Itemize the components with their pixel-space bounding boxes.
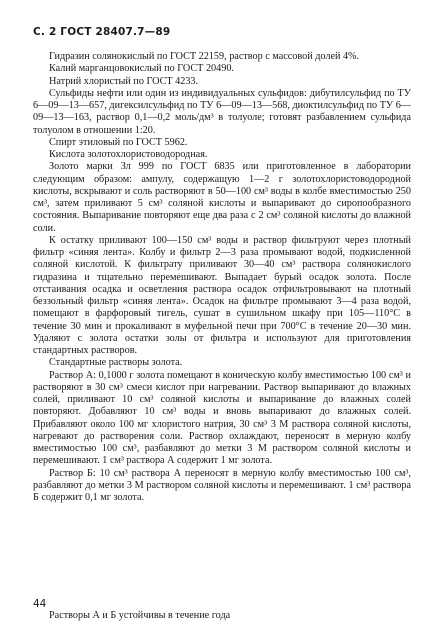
page-number: 44 xyxy=(33,598,47,610)
paragraph: К остатку приливают 100—150 см³ воды и раствор фильтруют через плотный фильтр «синяя лента». Колбу и фильтр 2—3 раза промывают водой, подкисленной соляной кислотой. К фильтрату приливают 30—40 см³ раствора солянокислого гидразина и тщательно перемешивают. Выпадает бурый осадок золота. После отстаивания осадка и осветления раствора осадок отфильтровывают на плотный беззольный фильтр «синяя лента». Осадок на фильтре промывают 3—4 раза водой, помещают в фарфоровый тигель, сушат в сушильном шкафу при 105—110°С в течение 30 мин и прокаливают в муфельной печи при 700°С в течение 20—30 мин. Удаляют с золота остатки золы от фильтра и используют для приготовления стандартных растворов. xyxy=(33,234,411,356)
paragraph: Раствор Б: 10 см³ раствора А переносят в мерную колбу вместимостью 100 см³, разбавляют до метки 3 М раствором соляной кислоты и перемешивают. 1 см³ раствора Б содержит 0,1 мг золота. xyxy=(33,467,411,503)
paragraph: Стандартные растворы золота. xyxy=(49,357,183,369)
paragraph: Сульфиды нефти или один из индивидуальных сульфидов: дибутилсульфид по ТУ 6—09—13—657, дигексилсульфид по ТУ 6—09—13—568, диоктилсульфид по ТУ 6—09—13—163, раствор 0,1—0,2 моль/дм³ в толуоле; готовят разбавлением сульфида толуолом в отношении 1:20. xyxy=(33,87,411,136)
paragraph: Спирт этиловый по ГОСТ 5962. xyxy=(49,136,188,148)
paragraph: Калий марганцовокислый по ГОСТ 20490. xyxy=(49,63,234,75)
paragraph: Раствор А: 0,1000 г золота помещают в коническую колбу вместимостью 100 см³ и растворяют в 30 см³ смеси кислот при нагревании. Раствор выпаривают до влажных солей, приливают 10 см³ соляной кислоты и выпаривание до влажных солей повторяют. Добавляют 10 см³ воды и вновь выпаривают до влажных солей. Прибавляют около 100 мг хлористого натрия, 30 см³ 3 М раствора соляной кислоты, нагревают до растворения соли. Раствор охлаждают, переносят в мерную колбу вместимостью 100 см³, разбавляют до метки 3 М раствором соляной кислоты и перемешивают. 1 см³ раствора А содержит 1 мг золота. xyxy=(33,369,411,467)
paragraph: Золото марки Зл 999 по ГОСТ 6835 или приготовленное в лаборатории следующим образом: ампулу, содержащую 1—2 г золотохлористоводородной кислоты, вскрывают и соль растворяют в 50—100 см³ воды в колбе вместимостью 250 см³, затем приливают 5 см³ соляной кислоты и выпаривают до сиропообразного состояния. Выпаривание повторяют еще два раза с 2 см³ соляной кислоты до влажной соли. xyxy=(33,161,411,234)
document-body xyxy=(33,51,411,504)
paragraph: Натрий хлористый по ГОСТ 4233. xyxy=(49,75,199,87)
continuation-line: Растворы А и Б устойчивы в течение года xyxy=(49,610,231,621)
paragraph: Гидразин солянокислый по ГОСТ 22159, раствор с массовой долей 4%. xyxy=(49,51,360,62)
paragraph: Кислота золотохлористоводородная. xyxy=(49,149,208,160)
page-header: С. 2 ГОСТ 28407.7—89 xyxy=(33,26,171,38)
